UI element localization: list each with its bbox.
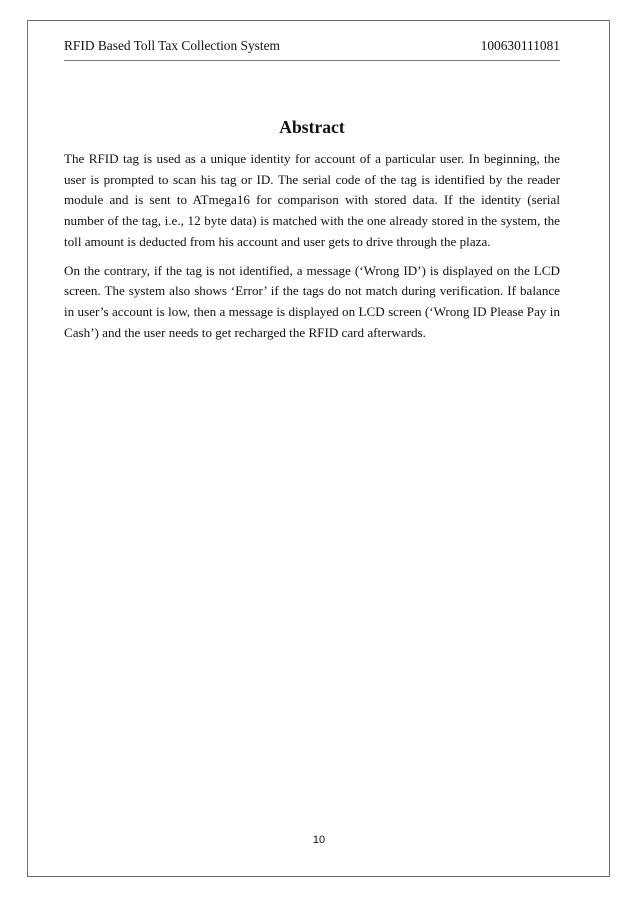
page-number: 10 (312, 834, 326, 846)
abstract-body (64, 149, 560, 351)
header-enrollment-number: 100630111081 (480, 38, 560, 53)
abstract-paragraph-1: The RFID tag is used as a unique identity for account of a particular user. In beginning, the user is prompted to scan his tag or ID. The serial code of the tag is identified by the reader module and is sent to ATmega16 for comparison with stored data. If the identity (serial number of the tag, i.e., 12 byte data) is matched with the one already stored in the system, the toll amount is deducted from his account and user gets to drive through the plaza. (64, 151, 560, 249)
header-divider (64, 60, 560, 61)
header-document-title: RFID Based Toll Tax Collection System (64, 38, 280, 53)
page-header (64, 38, 560, 58)
abstract-paragraph-2: On the contrary, if the tag is not identified, a message (‘Wrong ID’) is displayed on the LCD screen. The system also shows ‘Error’ if the tags do not match during verification. If balance in user’s account is low, then a message is displayed on LCD screen (‘Wrong ID Please Pay in Cash’) and the user needs to get recharged the RFID card afterwards. (64, 262, 560, 340)
section-title: Abstract (279, 117, 345, 137)
